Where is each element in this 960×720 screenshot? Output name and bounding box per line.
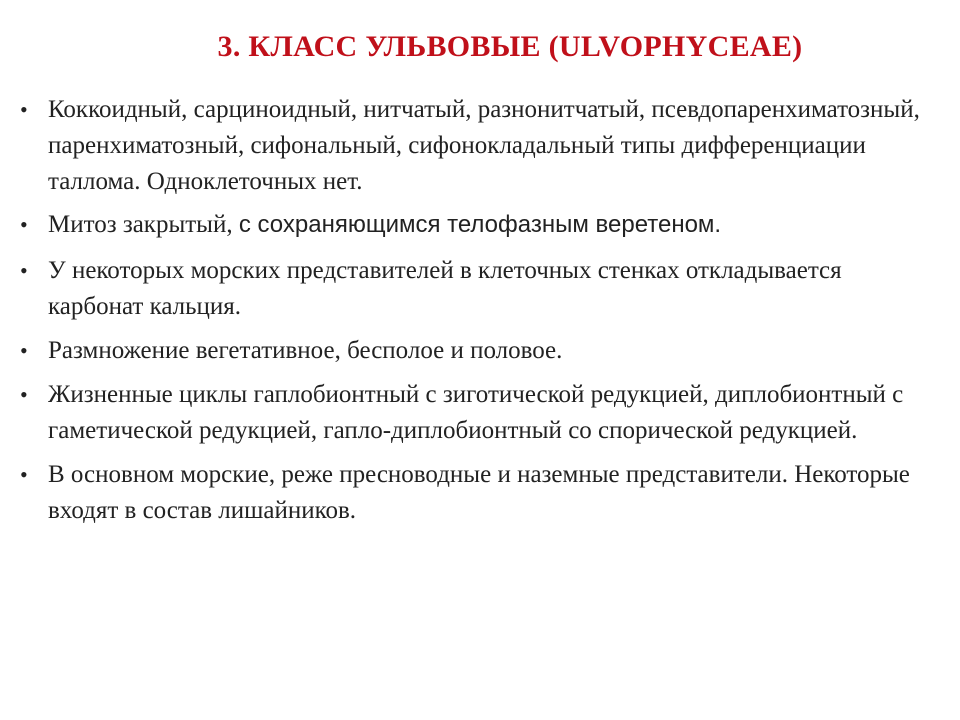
bullet-item-thallus-types bbox=[20, 92, 920, 200]
bullet-text-part1: Митоз закрытый, bbox=[48, 211, 239, 238]
bullet-text: У некоторых морских представителей в клеточных стенках откладывается карбонат кальция. bbox=[48, 257, 842, 320]
bullet-item-reproduction bbox=[20, 333, 920, 369]
bullet-text: Коккоидный, сарциноидный, нитчатый, разнонитчатый, псевдопаренхиматозный, паренхиматозный, сифональный, сифонокладальный типы дифференциации таллома. Одноклеточных нет. bbox=[48, 96, 920, 195]
bullet-item-life-cycles bbox=[20, 377, 920, 449]
bullet-item-mitosis bbox=[20, 207, 920, 243]
bullet-text: В основном морские, реже пресноводные и наземные представители. Некоторые входят в состав лишайников. bbox=[48, 461, 910, 524]
bullet-item-calcium-carbonate bbox=[20, 253, 920, 325]
slide-title: 3. КЛАСС УЛЬВОВЫЕ (ULVOPHYCEAE) bbox=[217, 30, 803, 63]
bullet-text: Размножение вегетативное, бесполое и половое. bbox=[48, 337, 563, 364]
bullet-list bbox=[20, 92, 920, 538]
bullet-text-part2: с сохраняющимся телофазным веретеном. bbox=[238, 211, 722, 238]
bullet-dot-icon: • bbox=[20, 462, 28, 487]
bullet-item-habitat bbox=[20, 457, 920, 529]
bullet-dot-icon: • bbox=[20, 97, 28, 122]
bullet-dot-icon: • bbox=[20, 212, 28, 237]
bullet-dot-icon: • bbox=[20, 258, 28, 283]
bullet-dot-icon: • bbox=[20, 382, 28, 407]
bullet-text: Жизненные циклы гаплобионтный с зиготической редукцией, диплобионтный с гаметической редукцией, гапло-диплобионтный со спорической редукцией. bbox=[48, 381, 904, 444]
bullet-dot-icon: • bbox=[20, 338, 28, 363]
